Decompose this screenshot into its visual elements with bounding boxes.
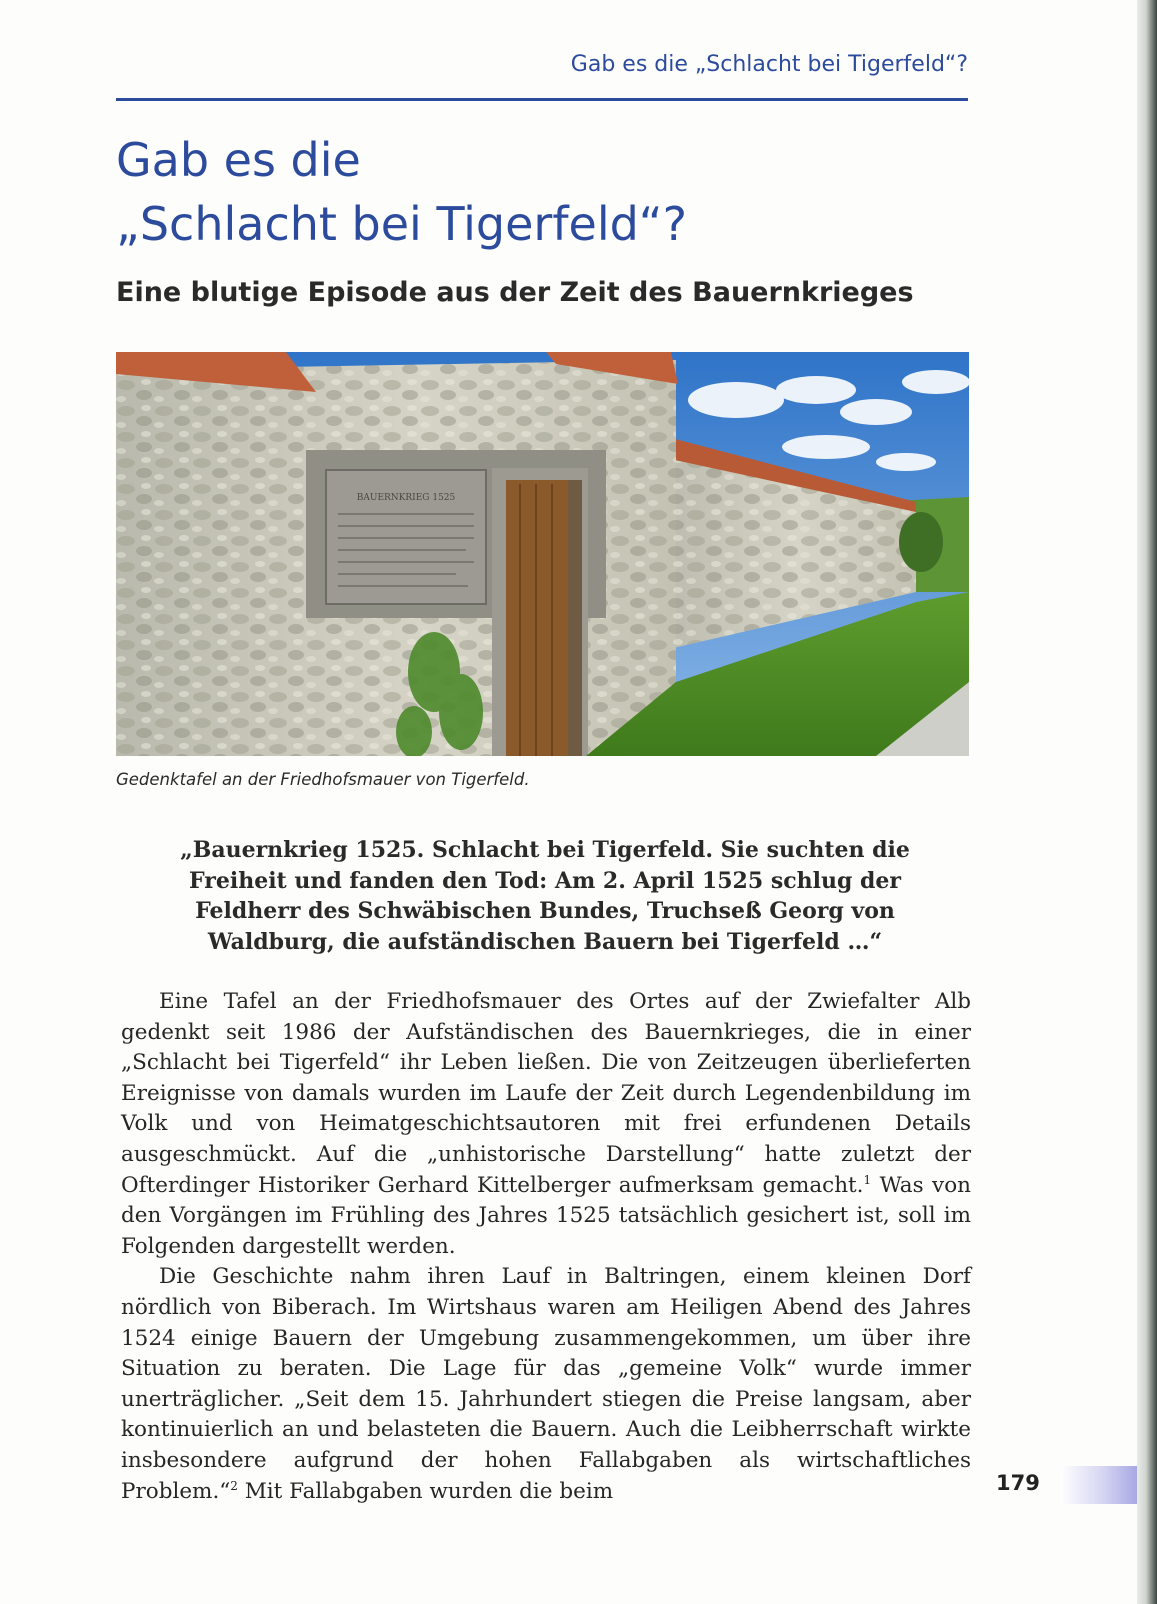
page-title [116,128,976,256]
running-head [116,46,968,101]
paragraph-1-text-b: Was von den Vorgängen im Frühling des Jahres 1525 tatsächlich gesichert ist, soll im Folgenden dargestellt werden. [121,1172,971,1259]
running-head-text: Gab es die „Schlacht bei Tigerfeld“? [570,52,968,77]
paragraph-1-text-a: Eine Tafel an der Friedhofsmauer des Ortes auf der Zwiefalter Alb gedenkt seit 1986 der Aufständischen des Bauernkrieges, die in einer „Schlacht bei Tigerfeld“ ihr Leben ließen. Die von Zeitzeugen überlieferten Ereignisse von damals wurden im Laufe der Zeit durch Legendenbildung im Volk und von Heimatgeschichtsautoren mit frei erfundenen Details ausgeschmückt. Auf die „unhistorische Darstellung“ hatte zuletzt der Ofterdinger Historiker Gerhard Kittelberger aufmerksam gemacht. [121,989,971,1198]
title-line-1: Gab es die [116,133,361,187]
epigraph-quote: „Bauernkrieg 1525. Schlacht bei Tigerfeld. Sie suchten die Freiheit und fanden den Tod: Am 2. April 1525 schlug der Feldherr des Schwäbischen Bundes, Truchseß Georg von Waldburg, die aufständischen Bauern bei Tigerfeld …“ [180,837,910,955]
book-gutter [1137,0,1157,1604]
title-line-2: „Schlacht bei Tigerfeld“? [116,197,688,251]
cemetery-wall-photo [116,352,969,756]
paragraph-2-text-b: Mit Fallabgaben wurden die beim [237,1478,614,1504]
footnote-ref-1: 1 [863,1172,872,1187]
plaque-text: BAUERNKRIEG 1525 [356,493,456,503]
body-text [121,987,971,1507]
paragraph-2 [121,1262,971,1507]
paragraph-2-text-a: Die Geschichte nahm ihren Lauf in Baltringen, einem kleinen Dorf nördlich von Biberach. Im Wirtshaus waren am Heiligen Abend des Jahres 1524 einige Bauern der Umgebung zusammengekommen, um über ihre Situation zu beraten. Die Lage für das „gemeine Volk“ wurde immer unerträglicher. „Seit dem 15. Jahrhundert stiegen die Preise langsam, aber kontinuierlich an und belasteten die Bauern. Auch die Leibherrschaft wirkte insbesondere aufgrund der hohen Fallabgaben als wirtschaftliches Problem.“ [121,1264,971,1504]
page-number: 179 [996,1471,1040,1495]
footnote-ref-2: 2 [230,1478,238,1493]
paragraph-1 [121,987,971,1262]
photo-caption: Gedenktafel an der Friedhofsmauer von Tigerfeld. [116,770,530,789]
page-subtitle: Eine blutige Episode aus der Zeit des Bauernkrieges [116,277,914,308]
page-tab [1060,1466,1137,1504]
